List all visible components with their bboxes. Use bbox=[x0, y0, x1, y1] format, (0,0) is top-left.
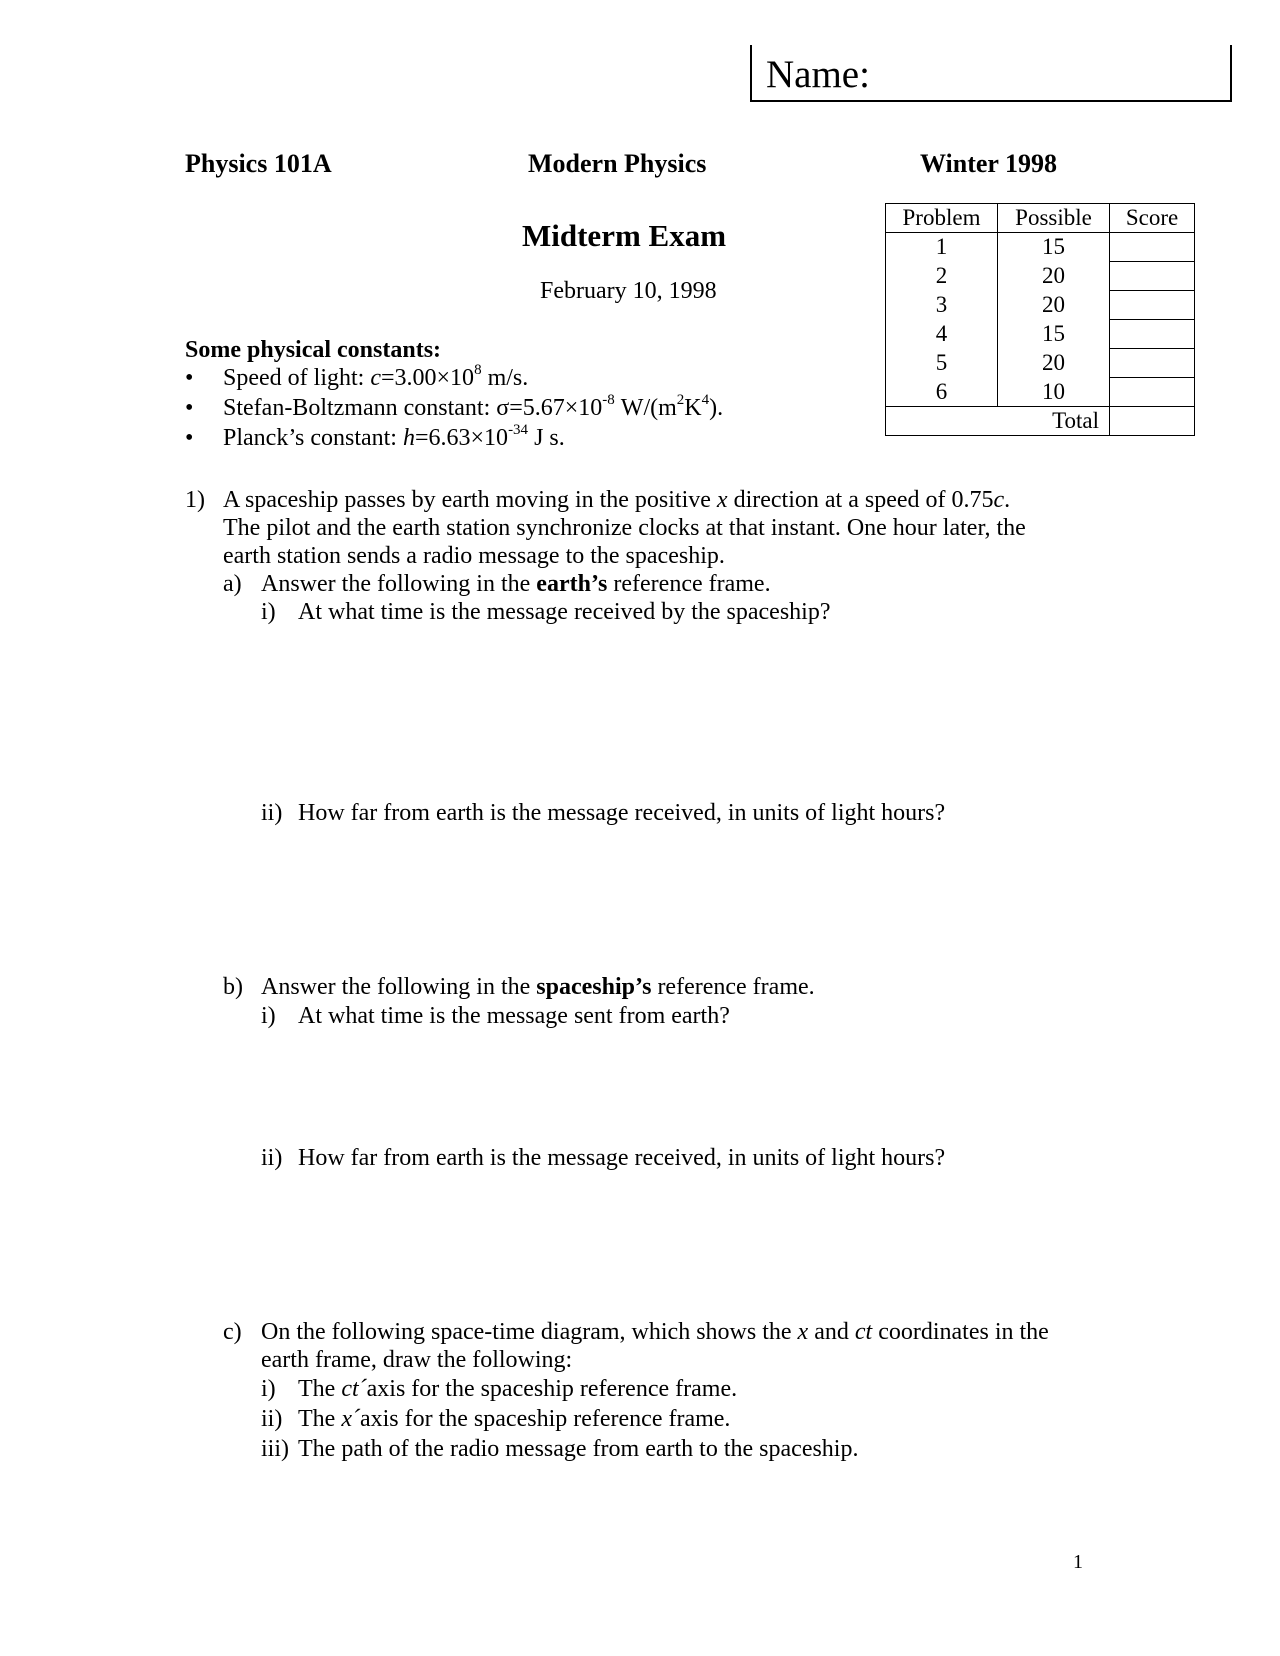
possible-points: 20 bbox=[998, 349, 1110, 378]
constants-heading: Some physical constants: bbox=[185, 337, 442, 363]
part-a-label: a) bbox=[223, 571, 242, 597]
header-problem: Problem bbox=[886, 204, 998, 233]
header-possible: Possible bbox=[998, 204, 1110, 233]
problem-number: 2 bbox=[886, 262, 998, 291]
part-b-ii-question: How far from earth is the message received, in units of light hours? bbox=[298, 1145, 946, 1171]
part-c-ii-text: The x´axis for the spaceship reference frame. bbox=[298, 1406, 731, 1432]
part-c-label: c) bbox=[223, 1319, 242, 1345]
possible-points: 10 bbox=[998, 378, 1110, 407]
part-a-i-label: i) bbox=[261, 599, 276, 625]
page-number: 1 bbox=[1073, 1551, 1083, 1573]
table-row bbox=[886, 320, 1195, 349]
problem-number: 6 bbox=[886, 378, 998, 407]
total-label: Total bbox=[886, 407, 1110, 436]
part-b-i-label: i) bbox=[261, 1003, 276, 1029]
part-c-line-2: earth frame, draw the following: bbox=[261, 1347, 573, 1373]
part-b-instruction: Answer the following in the spaceship’s reference frame. bbox=[261, 974, 815, 1000]
table-row bbox=[886, 349, 1195, 378]
problem-number: 5 bbox=[886, 349, 998, 378]
exam-date: February 10, 1998 bbox=[540, 278, 717, 304]
problem-number: 3 bbox=[886, 291, 998, 320]
name-field[interactable] bbox=[750, 45, 1232, 102]
score-cell[interactable] bbox=[1110, 233, 1195, 262]
bullet-icon: • bbox=[185, 365, 194, 391]
problem-1-line-1: A spaceship passes by earth moving in the positive x direction at a speed of 0.75c. bbox=[223, 487, 1011, 513]
bullet-icon: • bbox=[185, 425, 194, 451]
constant-planck bbox=[185, 424, 805, 452]
possible-points: 15 bbox=[998, 233, 1110, 262]
problem-number: 1 bbox=[886, 233, 998, 262]
total-score-cell[interactable] bbox=[1110, 407, 1195, 436]
possible-points: 20 bbox=[998, 291, 1110, 320]
constant-stefan-boltzmann bbox=[185, 394, 805, 422]
part-a-i-question: At what time is the message received by the spaceship? bbox=[298, 599, 831, 625]
total-row bbox=[886, 407, 1195, 436]
part-a-ii-label: ii) bbox=[261, 800, 283, 826]
score-table bbox=[885, 203, 1195, 436]
constant-text: Speed of light: $c=3.00\times 10^8$ m/s. bbox=[223, 362, 529, 391]
subject-title: Modern Physics bbox=[528, 149, 707, 178]
problem-1-number: 1) bbox=[185, 487, 205, 513]
table-row bbox=[886, 233, 1195, 262]
score-cell[interactable] bbox=[1110, 349, 1195, 378]
constant-text: Stefan-Boltzmann constant: $\sigma=5.67\times 10^{-8}$ $W/(m^2K^4)$. bbox=[223, 392, 724, 421]
possible-points: 20 bbox=[998, 262, 1110, 291]
part-b-label: b) bbox=[223, 974, 243, 1000]
exam-title: Midterm Exam bbox=[522, 218, 727, 253]
term-title: Winter 1998 bbox=[920, 149, 1057, 178]
score-cell[interactable] bbox=[1110, 291, 1195, 320]
problem-number: 4 bbox=[886, 320, 998, 349]
part-c-line-1: On the following space-time diagram, which shows the x and ct coordinates in the bbox=[261, 1319, 1049, 1345]
part-b-i-question: At what time is the message sent from earth? bbox=[298, 1003, 730, 1029]
part-a-ii-question: How far from earth is the message received, in units of light hours? bbox=[298, 800, 946, 826]
part-c-iii-label: iii) bbox=[261, 1436, 289, 1462]
bullet-icon: • bbox=[185, 395, 194, 421]
table-row bbox=[886, 291, 1195, 320]
part-c-ii-label: ii) bbox=[261, 1406, 283, 1432]
problem-1-line-2: The pilot and the earth station synchronize clocks at that instant. One hour later, the bbox=[223, 515, 1026, 541]
constant-text: Planck’s constant: $h=6.63\times 10^{-34}$ J s. bbox=[223, 422, 565, 451]
part-b-ii-label: ii) bbox=[261, 1145, 283, 1171]
course-title: Physics 101A bbox=[185, 149, 332, 178]
table-row bbox=[886, 262, 1195, 291]
part-c-iii-text: The path of the radio message from earth to the spaceship. bbox=[298, 1436, 859, 1462]
part-c-i-label: i) bbox=[261, 1376, 276, 1402]
score-table-header bbox=[886, 204, 1195, 233]
score-cell[interactable] bbox=[1110, 320, 1195, 349]
part-a-instruction: Answer the following in the earth’s reference frame. bbox=[261, 571, 771, 597]
problem-1-line-3: earth station sends a radio message to the spaceship. bbox=[223, 543, 725, 569]
name-label: Name: bbox=[766, 53, 870, 96]
score-cell[interactable] bbox=[1110, 378, 1195, 407]
table-row bbox=[886, 378, 1195, 407]
part-c-i-text: The ct´axis for the spaceship reference frame. bbox=[298, 1376, 738, 1402]
constant-speed-of-light bbox=[185, 364, 805, 392]
score-cell[interactable] bbox=[1110, 262, 1195, 291]
possible-points: 15 bbox=[998, 320, 1110, 349]
header-score: Score bbox=[1110, 204, 1195, 233]
